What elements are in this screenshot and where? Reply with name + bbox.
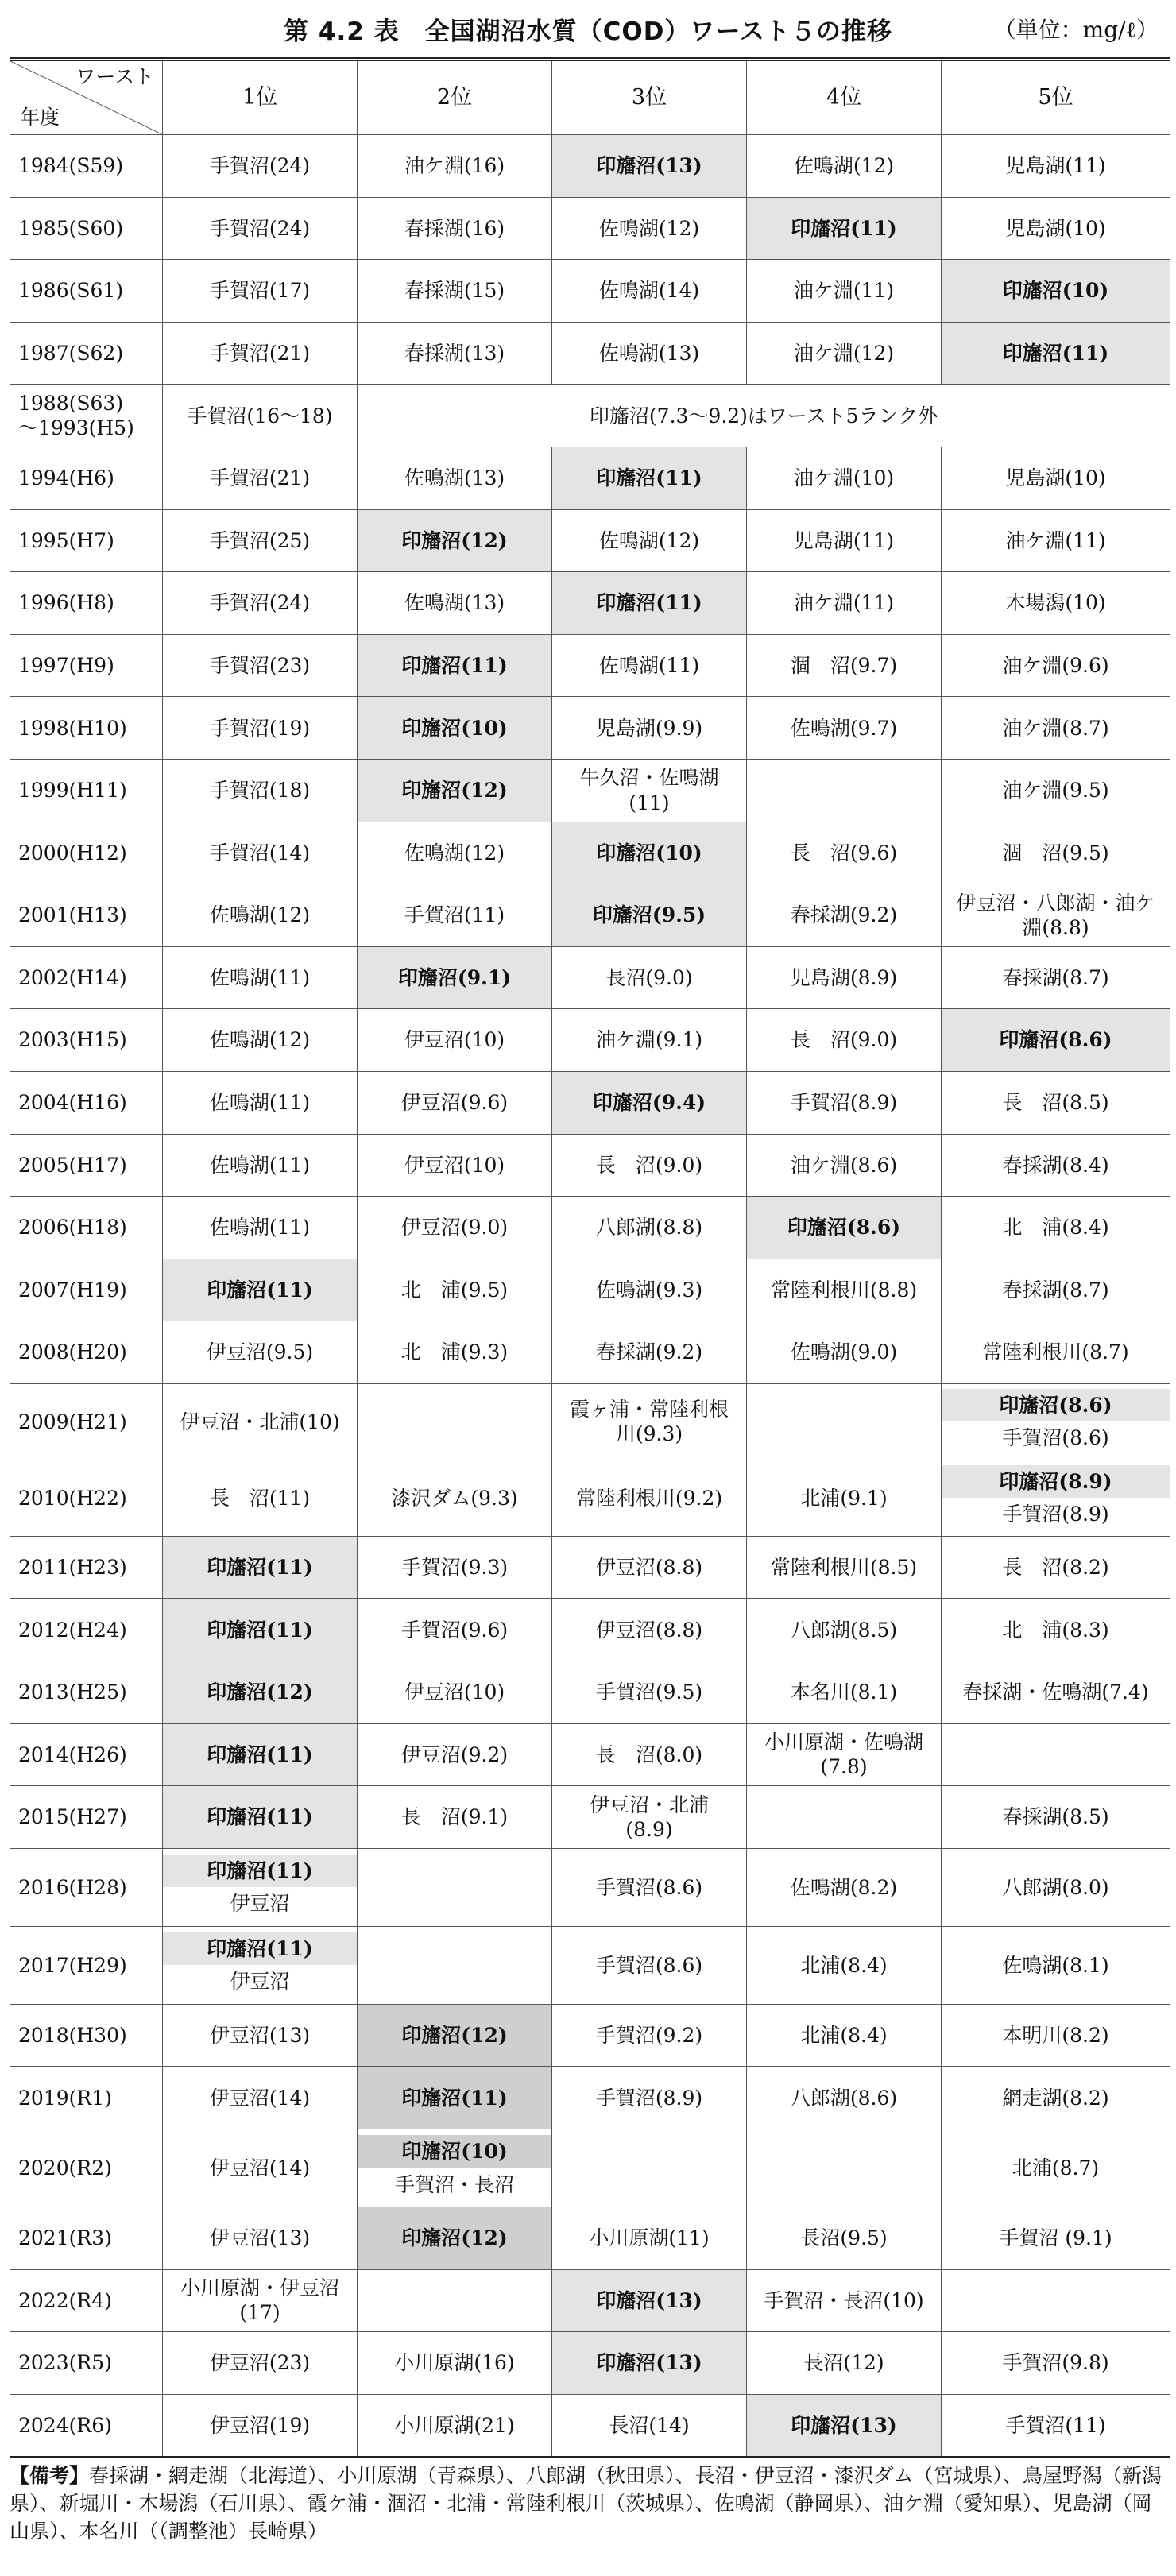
rank-subcell-inba: 印旛沼(11) bbox=[163, 1932, 357, 1965]
rank-cell-inba: 印旛沼(10) bbox=[358, 697, 552, 760]
rank-cell: 北浦(8.4) bbox=[747, 2004, 942, 2067]
rank-cell: 常陸利根川(8.7) bbox=[942, 1321, 1170, 1384]
year-cell: 2024(R6) bbox=[10, 2394, 163, 2457]
rank-header-1: 1位 bbox=[163, 60, 358, 135]
rank-cell: 長 沼(9.1) bbox=[358, 1786, 552, 1849]
rank-cell: 長 沼(11) bbox=[163, 1460, 358, 1536]
table-row bbox=[10, 1009, 1170, 1072]
rank-cell: 本名川(8.1) bbox=[747, 1661, 942, 1724]
page-title: 第 4.2 表 全国湖沼水質（COD）ワースト５の推移 bbox=[284, 17, 892, 46]
rank-cell: 児島湖(8.9) bbox=[747, 946, 942, 1009]
rank-subcell-inba: 印旛沼(8.6) bbox=[942, 1389, 1170, 1421]
rank-cell: 手賀沼(8.9) bbox=[747, 1071, 942, 1134]
year-cell: 2001(H13) bbox=[10, 884, 163, 947]
rank-subcell-inba: 印旛沼(11) bbox=[163, 1855, 357, 1887]
table-row bbox=[10, 509, 1170, 572]
rank-cell: 伊豆沼(9.0) bbox=[358, 1197, 552, 1259]
year-cell: 2018(H30) bbox=[10, 2004, 163, 2067]
rank-cell: 手賀沼(11) bbox=[358, 884, 552, 947]
table-row bbox=[10, 1723, 1170, 1786]
rank-cell: 手賀沼(21) bbox=[163, 447, 358, 509]
table-row bbox=[10, 322, 1170, 385]
rank-cell: 佐鳴湖(12) bbox=[163, 884, 358, 947]
table-row bbox=[10, 197, 1170, 260]
rank-cell: 佐鳴湖(8.1) bbox=[942, 1926, 1170, 2004]
rank-cell: 佐鳴湖(12) bbox=[552, 197, 747, 260]
rank-cell: 手賀沼(24) bbox=[163, 135, 358, 198]
rank-cell: 手賀沼 (9.1) bbox=[942, 2207, 1170, 2270]
table-row bbox=[10, 1786, 1170, 1849]
rank-subcell: 手賀沼(8.9) bbox=[1002, 1503, 1109, 1526]
rank-cell: 児島湖(10) bbox=[942, 447, 1170, 509]
rank-cell: 伊豆沼(13) bbox=[163, 2004, 358, 2067]
year-cell: 2007(H19) bbox=[10, 1259, 163, 1321]
rank-cell: 伊豆沼(10) bbox=[358, 1661, 552, 1724]
rank-cell: 長 沼(9.0) bbox=[552, 1134, 747, 1197]
rank-cell: 長 沼(9.0) bbox=[747, 1009, 942, 1072]
rank-cell: 小川原湖・佐鳴湖(7.8) bbox=[747, 1723, 942, 1786]
rank-cell: 本明川(8.2) bbox=[942, 2004, 1170, 2067]
rank-cell: 手賀沼(25) bbox=[163, 509, 358, 572]
rank-cell-inba: 印旛沼(12) bbox=[358, 509, 552, 572]
rank-cell: 伊豆沼(14) bbox=[163, 2067, 358, 2129]
table-row bbox=[10, 1259, 1170, 1321]
rank-cell: 春採湖(8.7) bbox=[942, 946, 1170, 1009]
year-cell: 2003(H15) bbox=[10, 1009, 163, 1072]
rank-cell: 伊豆沼(10) bbox=[358, 1009, 552, 1072]
header-row bbox=[10, 60, 1170, 135]
year-cell: 1994(H6) bbox=[10, 447, 163, 509]
table-row bbox=[10, 1460, 1170, 1536]
year-cell: 2020(R2) bbox=[10, 2129, 163, 2207]
rank-cell: 佐鳴湖(11) bbox=[552, 634, 747, 697]
rank-cell-inba: 印旛沼(11) bbox=[552, 447, 747, 509]
rank-header-2: 2位 bbox=[358, 60, 552, 135]
year-end: ～1993(H5) bbox=[18, 416, 134, 440]
rank-cell: 小川原湖・伊豆沼(17) bbox=[163, 2269, 358, 2332]
rank-cell: 長 沼(8.5) bbox=[942, 1071, 1170, 1134]
rank-cell: 佐鳴湖(8.2) bbox=[747, 1848, 942, 1926]
rank-cell-inba: 印旛沼(11) bbox=[163, 1259, 358, 1321]
table-row bbox=[10, 572, 1170, 635]
rank-cell: 伊豆沼・北浦(10) bbox=[163, 1383, 358, 1460]
rank-cell: 油ケ淵(9.1) bbox=[552, 1009, 747, 1072]
rank-cell-inba: 印旛沼(13) bbox=[747, 2394, 942, 2457]
unit-note: （単位：mg/ℓ） bbox=[993, 17, 1159, 43]
year-cell: 2019(R1) bbox=[10, 2067, 163, 2129]
rank-cell: 伊豆沼(19) bbox=[163, 2394, 358, 2457]
rank-cell: 八郎湖(8.8) bbox=[552, 1197, 747, 1259]
rank-cell-inba: 印旛沼(8.6) bbox=[942, 1009, 1170, 1072]
table-row bbox=[10, 1536, 1170, 1599]
table-row bbox=[10, 946, 1170, 1009]
rank-cell-split bbox=[942, 1460, 1170, 1536]
rank-cell: 長 沼(9.6) bbox=[747, 822, 942, 884]
table-row bbox=[10, 2067, 1170, 2129]
rank-cell-empty bbox=[942, 2269, 1170, 2332]
year-cell: 2011(H23) bbox=[10, 1536, 163, 1599]
rank-cell: 長沼(9.0) bbox=[552, 946, 747, 1009]
rank-header-3: 3位 bbox=[552, 60, 747, 135]
rank-cell: 手賀沼(9.5) bbox=[552, 1661, 747, 1724]
rank-cell-split bbox=[163, 1848, 358, 1926]
corner-label-year: 年度 bbox=[20, 105, 60, 129]
year-cell: 2006(H18) bbox=[10, 1197, 163, 1259]
title-bar bbox=[0, 0, 1176, 57]
rank-cell: 佐鳴湖(13) bbox=[358, 447, 552, 509]
rank-cell: 児島湖(9.9) bbox=[552, 697, 747, 760]
rank-cell: 北 浦(8.4) bbox=[942, 1197, 1170, 1259]
year-cell: 2010(H22) bbox=[10, 1460, 163, 1536]
year-cell: 2014(H26) bbox=[10, 1723, 163, 1786]
rank-cell: 伊豆沼(14) bbox=[163, 2129, 358, 2207]
rank-cell: 佐鳴湖(11) bbox=[163, 1071, 358, 1134]
table-row bbox=[10, 2004, 1170, 2067]
table-row bbox=[10, 447, 1170, 509]
rank-cell: 児島湖(11) bbox=[747, 509, 942, 572]
rank-cell-inba: 印旛沼(12) bbox=[358, 2207, 552, 2270]
rank-cell: 伊豆沼(8.8) bbox=[552, 1536, 747, 1599]
year-cell: 1985(S60) bbox=[10, 197, 163, 260]
rank-cell: 伊豆沼・北浦(8.9) bbox=[552, 1786, 747, 1849]
rank-cell: 佐鳴湖(9.0) bbox=[747, 1321, 942, 1384]
rank-cell: 手賀沼(11) bbox=[942, 2394, 1170, 2457]
table-container bbox=[10, 57, 1170, 2458]
rank-cell-inba: 印旛沼(10) bbox=[552, 822, 747, 884]
year-cell: 1986(S61) bbox=[10, 260, 163, 323]
rank-cell: 油ケ淵(8.6) bbox=[747, 1134, 942, 1197]
rank-cell-inba: 印旛沼(12) bbox=[163, 1661, 358, 1724]
rank-cell-inba: 印旛沼(11) bbox=[942, 322, 1170, 385]
rank-cell: 伊豆沼(13) bbox=[163, 2207, 358, 2270]
rank-cell-empty bbox=[358, 1383, 552, 1460]
table-row bbox=[10, 822, 1170, 884]
rank-cell: 北浦(8.7) bbox=[942, 2129, 1170, 2207]
table-row bbox=[10, 1926, 1170, 2004]
rank-cell: 常陸利根川(8.8) bbox=[747, 1259, 942, 1321]
rank-cell: 春採湖(9.2) bbox=[552, 1321, 747, 1384]
rank-cell: 児島湖(11) bbox=[942, 135, 1170, 198]
rank-cell: 牛久沼・佐鳴湖(11) bbox=[552, 759, 747, 822]
rank-cell: 油ケ淵(9.6) bbox=[942, 634, 1170, 697]
table-row bbox=[10, 884, 1170, 947]
rank-cell: 伊豆沼(9.5) bbox=[163, 1321, 358, 1384]
rank-cell: 手賀沼(21) bbox=[163, 322, 358, 385]
rank-cell: 漆沢ダム(9.3) bbox=[358, 1460, 552, 1536]
lake-cod-worst5-table bbox=[10, 57, 1170, 2458]
rank-cell: 児島湖(10) bbox=[942, 197, 1170, 260]
rank-cell-empty bbox=[552, 2129, 747, 2207]
table-row bbox=[10, 1071, 1170, 1134]
rank-cell: 手賀沼(17) bbox=[163, 260, 358, 323]
rank-cell: 佐鳴湖(11) bbox=[163, 1134, 358, 1197]
rank-cell: 油ケ淵(10) bbox=[747, 447, 942, 509]
table-row bbox=[10, 385, 1170, 447]
rank-cell: 佐鳴湖(14) bbox=[552, 260, 747, 323]
rank-cell: 伊豆沼・八郎湖・油ケ淵(8.8) bbox=[942, 884, 1170, 947]
year-start: 1988(S63) bbox=[18, 391, 124, 415]
rank-cell-inba: 印旛沼(13) bbox=[552, 2269, 747, 2332]
table-row bbox=[10, 1661, 1170, 1724]
rank-cell: 春採湖(15) bbox=[358, 260, 552, 323]
rank-cell: 長 沼(8.2) bbox=[942, 1536, 1170, 1599]
rank-cell: 佐鳴湖(12) bbox=[552, 509, 747, 572]
rank-cell: 北浦(8.4) bbox=[747, 1926, 942, 2004]
year-cell: 2000(H12) bbox=[10, 822, 163, 884]
rank-cell: 手賀沼(18) bbox=[163, 759, 358, 822]
rank-cell-inba: 印旛沼(11) bbox=[747, 197, 942, 260]
rank-cell-split bbox=[163, 1926, 358, 2004]
table-row bbox=[10, 135, 1170, 198]
year-cell: 1987(S62) bbox=[10, 322, 163, 385]
rank-cell-inba: 印旛沼(13) bbox=[552, 2332, 747, 2395]
rank-cell: 長沼(12) bbox=[747, 2332, 942, 2395]
year-cell: 2008(H20) bbox=[10, 1321, 163, 1384]
rank-cell-inba: 印旛沼(11) bbox=[163, 1786, 358, 1849]
rank-cell-inba: 印旛沼(11) bbox=[358, 2067, 552, 2129]
corner-header bbox=[10, 60, 163, 135]
rank-subcell: 伊豆沼 bbox=[230, 1970, 290, 1994]
year-cell: 2009(H21) bbox=[10, 1383, 163, 1460]
year-cell: 2002(H14) bbox=[10, 946, 163, 1009]
year-cell: 2016(H28) bbox=[10, 1848, 163, 1926]
table-row bbox=[10, 1848, 1170, 1926]
rank-cell-split bbox=[358, 2129, 552, 2207]
year-cell: 1995(H7) bbox=[10, 509, 163, 572]
rank-cell: 北浦(9.1) bbox=[747, 1460, 942, 1536]
rank-cell-inba: 印旛沼(8.6) bbox=[747, 1197, 942, 1259]
rank-cell: 春採湖(9.2) bbox=[747, 884, 942, 947]
rank-cell-empty bbox=[747, 2129, 942, 2207]
rank-cell: 北 浦(9.3) bbox=[358, 1321, 552, 1384]
year-cell: 2015(H27) bbox=[10, 1786, 163, 1849]
rank-cell: 北 浦(9.5) bbox=[358, 1259, 552, 1321]
rank-cell: 伊豆沼(23) bbox=[163, 2332, 358, 2395]
rank-cell: 春採湖(13) bbox=[358, 322, 552, 385]
rank-cell: 木場潟(10) bbox=[942, 572, 1170, 635]
rank-cell: 伊豆沼(9.6) bbox=[358, 1071, 552, 1134]
rank-subcell: 手賀沼・長沼 bbox=[394, 2172, 514, 2196]
table-row bbox=[10, 260, 1170, 323]
table-row bbox=[10, 1599, 1170, 1661]
rank-cell: 油ケ淵(9.5) bbox=[942, 759, 1170, 822]
rank-cell: 小川原湖(16) bbox=[358, 2332, 552, 2395]
year-cell: 1997(H9) bbox=[10, 634, 163, 697]
table-row bbox=[10, 2332, 1170, 2395]
rank-cell: 手賀沼(24) bbox=[163, 572, 358, 635]
rank-cell: 油ケ淵(11) bbox=[747, 572, 942, 635]
rank-cell-inba: 印旛沼(12) bbox=[358, 759, 552, 822]
remarks-label: 【備考】 bbox=[10, 2464, 90, 2487]
rank-cell: 手賀沼(9.6) bbox=[358, 1599, 552, 1661]
year-cell: 2005(H17) bbox=[10, 1134, 163, 1197]
rank-cell: 佐鳴湖(9.3) bbox=[552, 1259, 747, 1321]
year-cell: 1984(S59) bbox=[10, 135, 163, 198]
rank-cell: 長沼(9.5) bbox=[747, 2207, 942, 2270]
rank-cell: 手賀沼(19) bbox=[163, 697, 358, 760]
rank-cell: 春採湖(8.4) bbox=[942, 1134, 1170, 1197]
rank-cell-empty bbox=[358, 1926, 552, 2004]
rank-cell-inba: 印旛沼(12) bbox=[358, 2004, 552, 2067]
rank-cell: 小川原湖(21) bbox=[358, 2394, 552, 2457]
rank-cell: 油ケ淵(16) bbox=[358, 135, 552, 198]
rank-header-4: 4位 bbox=[747, 60, 942, 135]
rank-cell: 手賀沼(8.6) bbox=[552, 1926, 747, 2004]
rank-cell: 手賀沼(9.2) bbox=[552, 2004, 747, 2067]
table-row bbox=[10, 1383, 1170, 1460]
rank-cell: 油ケ淵(11) bbox=[942, 509, 1170, 572]
rank-cell-inba: 印旛沼(11) bbox=[358, 634, 552, 697]
rank-cell: 常陸利根川(9.2) bbox=[552, 1460, 747, 1536]
rank-cell-empty bbox=[358, 1848, 552, 1926]
rank-cell: 春採湖(16) bbox=[358, 197, 552, 260]
rank-cell: 小川原湖(11) bbox=[552, 2207, 747, 2270]
range-note-cell: 印旛沼(7.3～9.2)はワースト5ランク外 bbox=[358, 385, 1170, 447]
rank-cell: 霞ヶ浦・常陸利根川(9.3) bbox=[552, 1383, 747, 1460]
rank-cell: 伊豆沼(8.8) bbox=[552, 1599, 747, 1661]
year-cell: 2004(H16) bbox=[10, 1071, 163, 1134]
table-row bbox=[10, 1197, 1170, 1259]
rank-cell: 伊豆沼(9.2) bbox=[358, 1723, 552, 1786]
rank-cell-inba: 印旛沼(10) bbox=[942, 260, 1170, 323]
rank-cell: 常陸利根川(8.5) bbox=[747, 1536, 942, 1599]
rank-cell-inba: 印旛沼(11) bbox=[163, 1599, 358, 1661]
rank-cell: 手賀沼(23) bbox=[163, 634, 358, 697]
table-row bbox=[10, 2129, 1170, 2207]
rank-cell-empty bbox=[942, 1723, 1170, 1786]
table-row bbox=[10, 2394, 1170, 2457]
rank-cell: 長 沼(8.0) bbox=[552, 1723, 747, 1786]
rank-cell: 油ケ淵(8.7) bbox=[942, 697, 1170, 760]
rank-cell: 佐鳴湖(11) bbox=[163, 1197, 358, 1259]
table-row bbox=[10, 2269, 1170, 2332]
rank-cell: 手賀沼(24) bbox=[163, 197, 358, 260]
rank-cell-inba: 印旛沼(9.5) bbox=[552, 884, 747, 947]
rank-cell: 佐鳴湖(11) bbox=[163, 946, 358, 1009]
rank-cell-inba: 印旛沼(9.1) bbox=[358, 946, 552, 1009]
rank-cell: 北 浦(8.3) bbox=[942, 1599, 1170, 1661]
rank-cell: 伊豆沼(10) bbox=[358, 1134, 552, 1197]
table-row bbox=[10, 634, 1170, 697]
rank-cell: 油ケ淵(12) bbox=[747, 322, 942, 385]
year-cell: 2017(H29) bbox=[10, 1926, 163, 2004]
rank-cell: 手賀沼・長沼(10) bbox=[747, 2269, 942, 2332]
rank-cell: 春採湖・佐鳴湖(7.4) bbox=[942, 1661, 1170, 1724]
year-cell: 2013(H25) bbox=[10, 1661, 163, 1724]
year-cell: 2022(R4) bbox=[10, 2269, 163, 2332]
rank-cell-inba: 印旛沼(11) bbox=[163, 1536, 358, 1599]
rank-cell: 佐鳴湖(13) bbox=[358, 572, 552, 635]
rank-cell: 涸 沼(9.7) bbox=[747, 634, 942, 697]
rank-cell: 網走湖(8.2) bbox=[942, 2067, 1170, 2129]
remarks-note bbox=[10, 2462, 1166, 2545]
rank-cell-inba: 印旛沼(13) bbox=[552, 135, 747, 198]
year-cell: 1998(H10) bbox=[10, 697, 163, 760]
rank-subcell: 伊豆沼 bbox=[230, 1892, 290, 1916]
rank-cell-empty bbox=[358, 2269, 552, 2332]
table-row bbox=[10, 1321, 1170, 1384]
year-cell: 1996(H8) bbox=[10, 572, 163, 635]
rank-cell: 八郎湖(8.6) bbox=[747, 2067, 942, 2129]
year-cell: 1999(H11) bbox=[10, 759, 163, 822]
table-row bbox=[10, 2207, 1170, 2270]
rank-cell-empty bbox=[747, 1786, 942, 1849]
rank-cell: 春採湖(8.7) bbox=[942, 1259, 1170, 1321]
rank-cell-empty bbox=[747, 759, 942, 822]
remarks-text: 春採湖・網走湖（北海道）、小川原湖（青森県）、八郎湖（秋田県）、長沼・伊豆沼・漆沢ダム（宮城県）、鳥屋野潟（新潟県）、新堀川・木場潟（石川県）、霞ケ浦・涸沼・北浦・常陸利根川（茨城県）、佐鳴湖（静岡県）、油ケ淵（愛知県）、児島湖（岡山県）、本名川（（調整池）長崎県） bbox=[10, 2464, 1162, 2543]
rank-subcell: 手賀沼(8.6) bbox=[1002, 1426, 1109, 1450]
rank-cell: 油ケ淵(11) bbox=[747, 260, 942, 323]
rank-cell-empty bbox=[747, 1383, 942, 1460]
rank-cell: 八郎湖(8.0) bbox=[942, 1848, 1170, 1926]
rank-cell: 手賀沼(9.3) bbox=[358, 1536, 552, 1599]
rank-cell: 手賀沼(8.9) bbox=[552, 2067, 747, 2129]
rank-cell: 佐鳴湖(13) bbox=[552, 322, 747, 385]
rank-cell-inba: 印旛沼(9.4) bbox=[552, 1071, 747, 1134]
rank-cell: 長沼(14) bbox=[552, 2394, 747, 2457]
rank-cell-inba: 印旛沼(11) bbox=[163, 1723, 358, 1786]
year-cell bbox=[10, 385, 163, 447]
rank-cell: 手賀沼(16～18) bbox=[163, 385, 358, 447]
rank-subcell-inba: 印旛沼(10) bbox=[358, 2135, 551, 2168]
rank-cell: 手賀沼(9.8) bbox=[942, 2332, 1170, 2395]
year-cell: 2023(R5) bbox=[10, 2332, 163, 2395]
table-row bbox=[10, 697, 1170, 760]
rank-cell: 佐鳴湖(12) bbox=[358, 822, 552, 884]
rank-cell: 佐鳴湖(9.7) bbox=[747, 697, 942, 760]
table-row bbox=[10, 759, 1170, 822]
rank-cell: 春採湖(8.5) bbox=[942, 1786, 1170, 1849]
rank-cell-inba: 印旛沼(11) bbox=[552, 572, 747, 635]
corner-label-worst: ワースト bbox=[75, 65, 154, 88]
rank-cell: 手賀沼(14) bbox=[163, 822, 358, 884]
rank-cell: 涸 沼(9.5) bbox=[942, 822, 1170, 884]
rank-cell: 手賀沼(8.6) bbox=[552, 1848, 747, 1926]
rank-subcell-inba: 印旛沼(8.9) bbox=[942, 1465, 1170, 1498]
rank-cell: 佐鳴湖(12) bbox=[163, 1009, 358, 1072]
rank-header-5: 5位 bbox=[942, 60, 1170, 135]
table-row bbox=[10, 1134, 1170, 1197]
rank-cell-split bbox=[942, 1383, 1170, 1460]
rank-cell: 佐鳴湖(12) bbox=[747, 135, 942, 198]
year-cell: 2021(R3) bbox=[10, 2207, 163, 2270]
rank-cell: 八郎湖(8.5) bbox=[747, 1599, 942, 1661]
year-cell: 2012(H24) bbox=[10, 1599, 163, 1661]
